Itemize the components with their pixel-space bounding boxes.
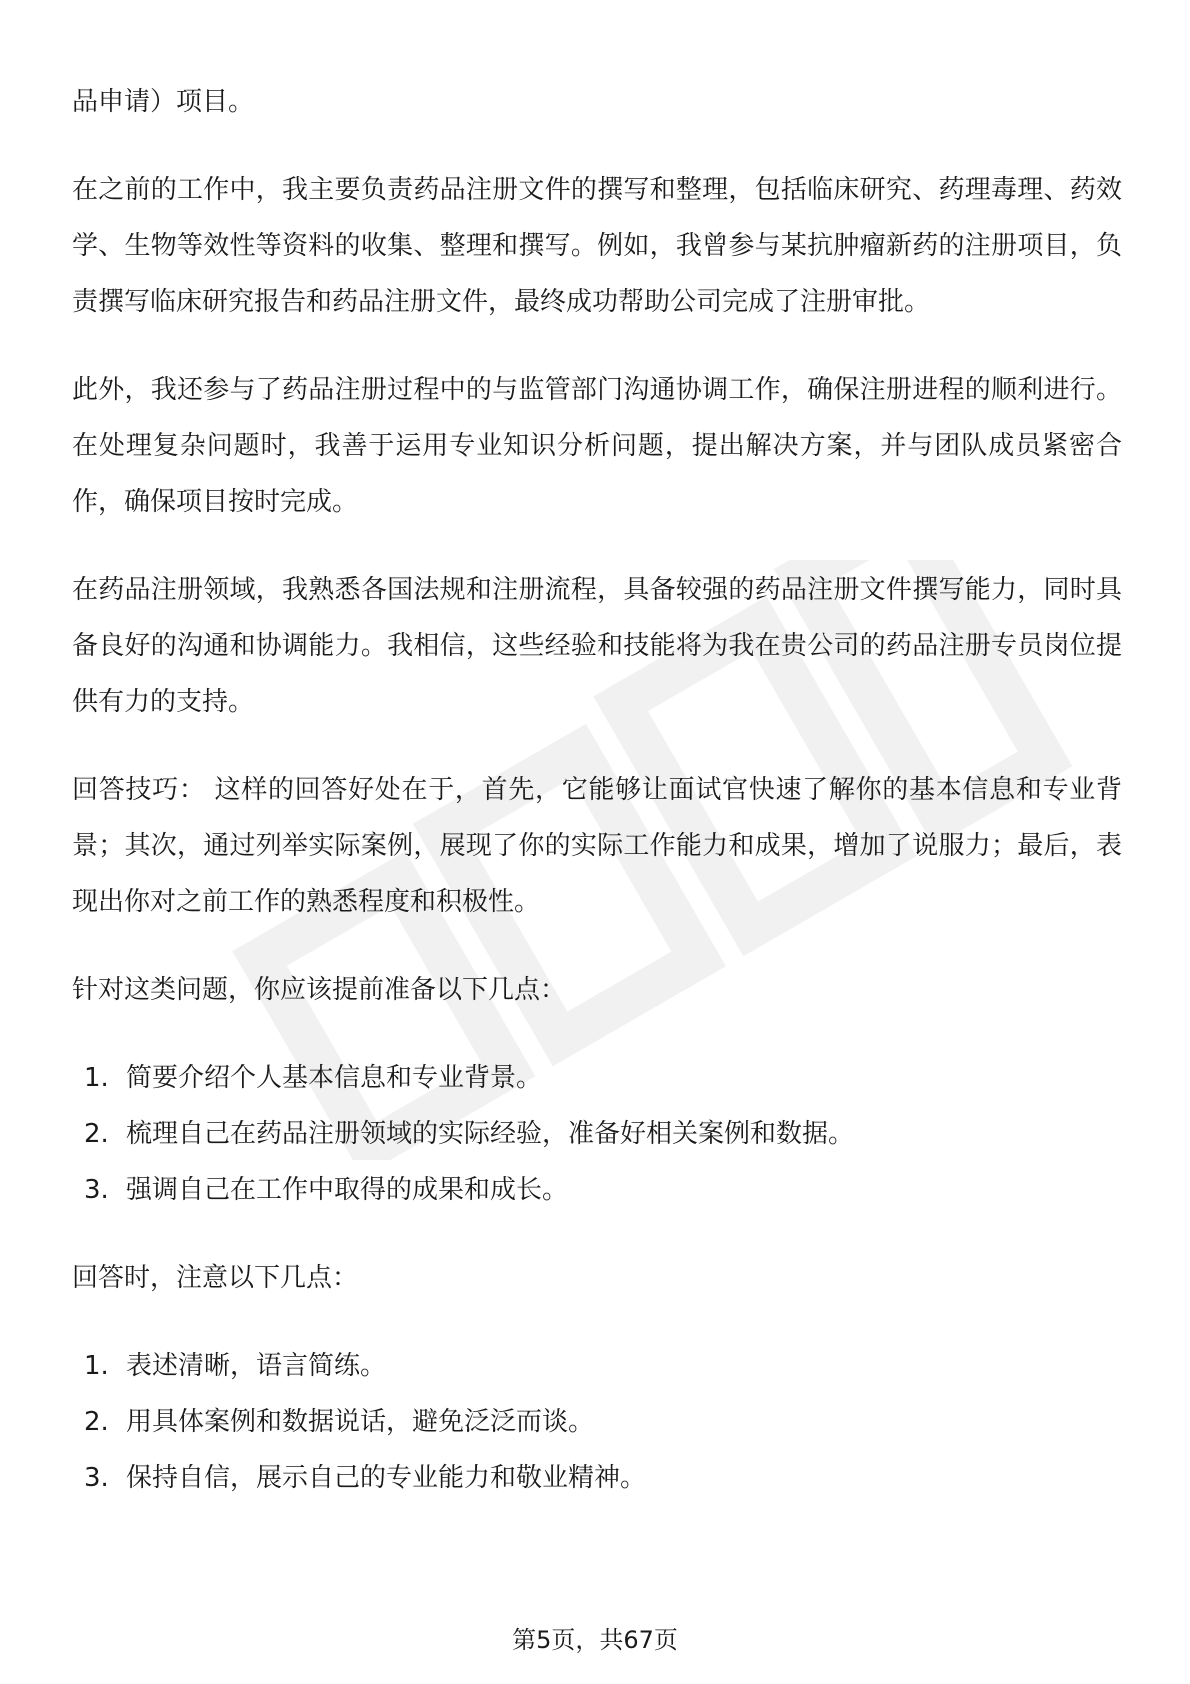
list-item xyxy=(72,1450,1122,1506)
list-item xyxy=(72,1050,1122,1106)
paragraph: 回答时，注意以下几点： xyxy=(72,1263,359,1293)
paragraph: 针对这类问题，你应该提前准备以下几点： xyxy=(72,975,567,1005)
list-item-text: 梳理自己在药品注册领域的实际经验，准备好相关案例和数据。 xyxy=(126,1119,855,1149)
paragraph: 在药品注册领域，我熟悉各国法规和注册流程，具备较强的药品注册文件撰写能力，同时具备良好的沟通和协调能力。我相信，这些经验和技能将为我在贵公司的药品注册专员岗位提供有力的支持。 xyxy=(72,575,1122,717)
list-number: 2. xyxy=(84,1119,109,1149)
list-number: 3. xyxy=(84,1463,109,1493)
list-item-text: 保持自信，展示自己的专业能力和敬业精神。 xyxy=(126,1463,647,1493)
list-number: 1. xyxy=(84,1063,109,1093)
list-number: 3. xyxy=(84,1175,109,1205)
paragraph: 回答技巧： 这样的回答好处在于，首先，它能够让面试官快速了解你的基本信息和专业背景；其次，通过列举实际案例，展现了你的实际工作能力和成果，增加了说服力；最后，表现出你对之前工作的熟悉程度和积极性。 xyxy=(72,775,1122,917)
page-number-footer: 第5页，共67页 xyxy=(512,1626,678,1654)
numbered-list xyxy=(72,1338,1122,1506)
numbered-list xyxy=(72,1050,1122,1218)
list-number: 1. xyxy=(84,1351,109,1381)
document-body xyxy=(72,74,1122,1538)
paragraph: 在之前的工作中，我主要负责药品注册文件的撰写和整理，包括临床研究、药理毒理、药效学、生物等效性等资料的收集、整理和撰写。例如，我曾参与某抗肿瘤新药的注册项目，负责撰写临床研究报告和药品注册文件，最终成功帮助公司完成了注册审批。 xyxy=(72,175,1122,317)
paragraph: 此外，我还参与了药品注册过程中的与监管部门沟通协调工作，确保注册进程的顺利进行。在处理复杂问题时，我善于运用专业知识分析问题，提出解决方案，并与团队成员紧密合作，确保项目按时完成。 xyxy=(72,375,1122,517)
paragraph: 品申请）项目。 xyxy=(72,87,255,117)
list-item-text: 强调自己在工作中取得的成果和成长。 xyxy=(126,1175,569,1205)
list-item xyxy=(72,1106,1122,1162)
list-number: 2. xyxy=(84,1407,109,1437)
list-item xyxy=(72,1338,1122,1394)
list-item-text: 表述清晰，语言简练。 xyxy=(126,1351,387,1381)
list-item xyxy=(72,1162,1122,1218)
list-item-text: 简要介绍个人基本信息和专业背景。 xyxy=(126,1063,543,1093)
list-item xyxy=(72,1394,1122,1450)
list-item-text: 用具体案例和数据说话，避免泛泛而谈。 xyxy=(126,1407,595,1437)
